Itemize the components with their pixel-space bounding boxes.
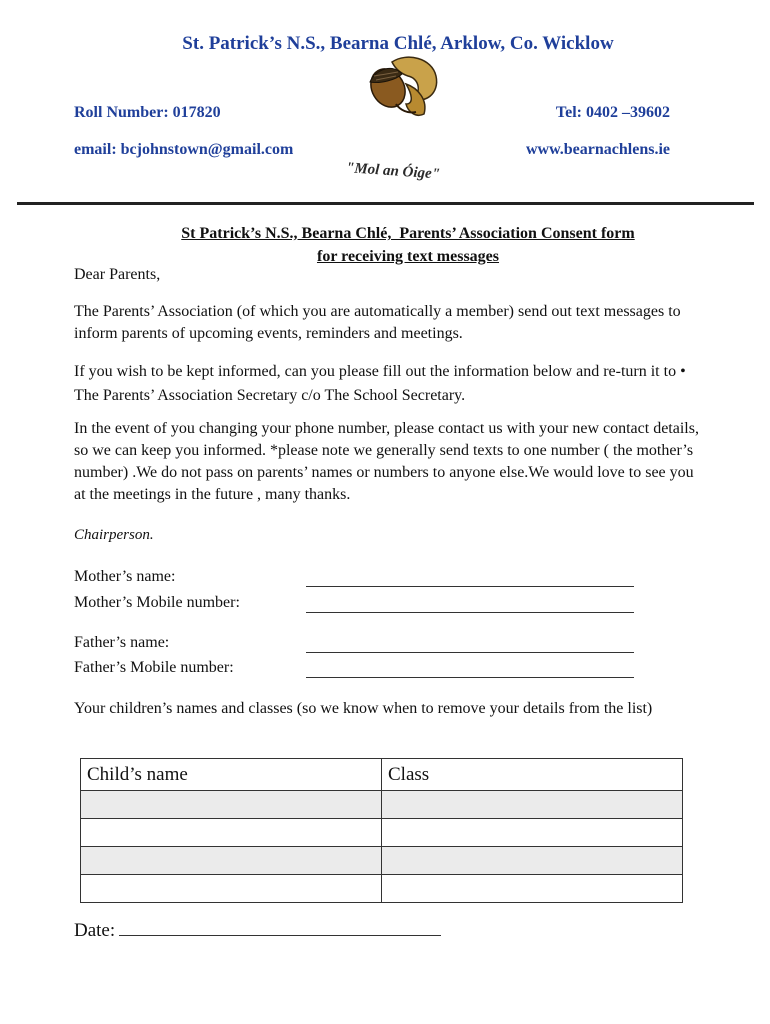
father-name-field[interactable] — [306, 636, 634, 653]
table-row — [81, 847, 683, 875]
school-title: St. Patrick’s N.S., Bearna Chlé, Arklow, Co. Wicklow — [182, 33, 614, 54]
intro-paragraph: The Parents’ Association (of which you are automatically a member) send out text messages to inform parents of upcoming events, reminders and meetings. — [74, 303, 681, 342]
class-cell[interactable] — [382, 819, 683, 847]
mother-name-field[interactable] — [306, 570, 634, 587]
return-instructions: If you wish to be kept informed, can you please fill out the information below and re-turn it to • The Parents’ Association Secretary c/o The School Secretary. — [74, 363, 686, 404]
form-title-line1: St Patrick’s N.S., Bearna Chlé, Parents’ Association Consent form — [181, 225, 635, 242]
signoff: Chairperson. — [74, 527, 154, 543]
mother-mobile-label: Mother’s Mobile number: — [74, 594, 240, 611]
privacy-paragraph: In the event of you changing your phone number, please contact us with your new contact details, so we can keep you informed. *please note we generally send texts to one number ( the mother’s number) .We do not pass on parents’ names or numbers to anyone else.We would love to see you at the meetings in the future , many thanks. — [74, 420, 699, 503]
mother-mobile-field[interactable] — [306, 596, 634, 613]
header-divider — [17, 202, 754, 205]
mother-name-label: Mother’s name: — [74, 568, 176, 585]
class-cell[interactable] — [382, 791, 683, 819]
date-label: Date: — [74, 920, 116, 941]
date-field[interactable] — [119, 921, 441, 936]
table-row — [81, 875, 683, 903]
table-row — [81, 791, 683, 819]
date-row — [74, 920, 441, 942]
children-intro: Your children’s names and classes (so we know when to remove your details from the list) — [74, 700, 653, 717]
roll-number: Roll Number: 017820 — [74, 104, 221, 121]
table-row — [81, 819, 683, 847]
father-name-label: Father’s name: — [74, 634, 170, 651]
class-cell[interactable] — [382, 875, 683, 903]
child-name-cell[interactable] — [81, 847, 382, 875]
children-table — [80, 758, 683, 903]
class-header: Class — [382, 759, 683, 791]
acorn-oak-leaf-logo — [362, 54, 442, 120]
website-link[interactable]: www.bearnachlens.ie — [526, 141, 670, 158]
class-cell[interactable] — [382, 847, 683, 875]
father-mobile-field[interactable] — [306, 661, 634, 678]
child-name-cell[interactable] — [81, 875, 382, 903]
child-name-cell[interactable] — [81, 791, 382, 819]
telephone: Tel: 0402 –39602 — [555, 104, 670, 121]
school-motto: "Mol an Óige" — [345, 160, 441, 183]
form-title-line2: for receiving text messages — [316, 248, 499, 265]
father-mobile-label: Father’s Mobile number: — [74, 659, 234, 676]
children-table-header — [81, 759, 683, 791]
child-name-header: Child’s name — [81, 759, 382, 791]
child-name-cell[interactable] — [81, 819, 382, 847]
greeting: Dear Parents, — [74, 266, 161, 283]
email-link[interactable]: email: bcjohnstown@gmail.com — [74, 141, 294, 158]
